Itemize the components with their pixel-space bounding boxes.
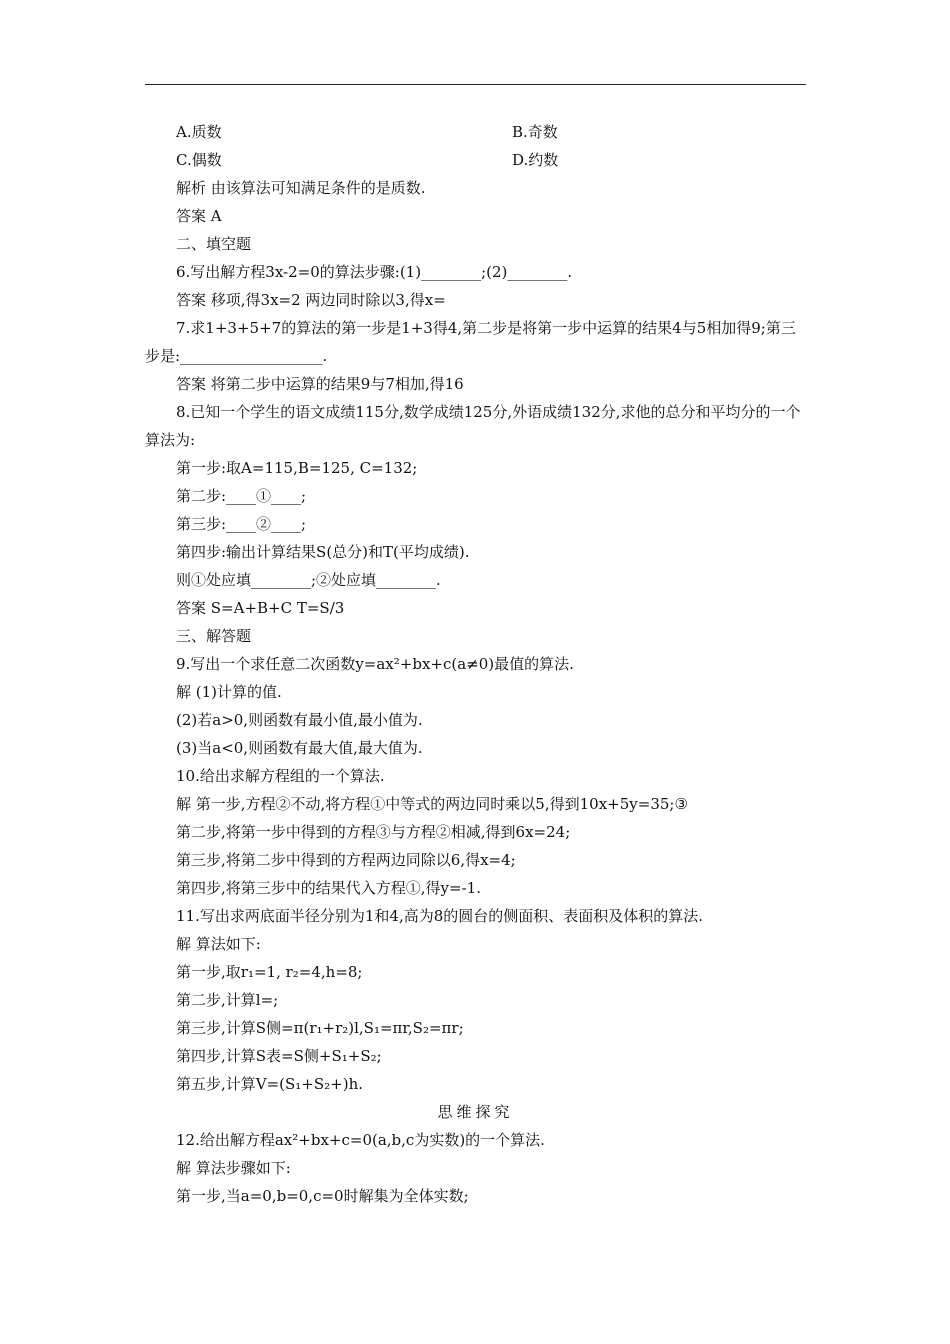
q9-step1: 解 (1)计算的值.	[176, 683, 282, 701]
q10-step1: 解 第一步,方程②不动,将方程①中等式的两边同时乘以5,得到10x+5y=35;③	[176, 795, 688, 813]
q8-step1: 第一步:取A=115,B=125, C=132;	[176, 459, 418, 477]
q11-step2: 第二步,计算l=;	[176, 991, 279, 1009]
q10-step3: 第三步,将第二步中得到的方程两边同除以6,得x=4;	[176, 851, 516, 869]
q12-intro: 解 算法步骤如下:	[176, 1159, 291, 1177]
section-heading-fill: 二、填空题	[176, 235, 252, 253]
q5-analysis: 解析 由该算法可知满足条件的是质数.	[176, 179, 426, 197]
q8-fill: 则①处应填________;②处应填________.	[176, 571, 441, 589]
q11-step1: 第一步,取r₁=1, r₂=4,h=8;	[176, 963, 363, 981]
options-row-ab	[145, 118, 806, 146]
q11-intro: 解 算法如下:	[176, 935, 261, 953]
q8-question: 8.已知一个学生的语文成绩115分,数学成绩125分,外语成绩132分,求他的总分和平均分的一个算法为:	[145, 403, 801, 449]
q9-step3: (3)当a<0,则函数有最大值,最大值为.	[176, 739, 423, 757]
option-d: D.约数	[512, 151, 559, 169]
q8-step3: 第三步:____②____;	[176, 515, 307, 533]
document-body	[145, 118, 806, 1210]
q11-step4: 第四步,计算S表=S侧+S₁+S₂;	[176, 1047, 382, 1065]
option-a: A.质数	[176, 123, 222, 141]
q5-answer: 答案 A	[176, 207, 222, 225]
q12-question: 12.给出解方程ax²+bx+c=0(a,b,c为实数)的一个算法.	[176, 1131, 545, 1149]
q12-step1: 第一步,当a=0,b=0,c=0时解集为全体实数;	[176, 1187, 469, 1205]
q7-question: 7.求1+3+5+7的算法的第一步是1+3得4,第二步是将第一步中运算的结果4与5相加得9;第三步是:___________________.	[145, 319, 796, 365]
q6-question: 6.写出解方程3x-2=0的算法步骤:(1)________;(2)________.	[176, 263, 573, 281]
option-b: B.奇数	[512, 123, 558, 141]
q7-answer: 答案 将第二步中运算的结果9与7相加,得16	[176, 375, 464, 393]
q8-step2: 第二步:____①____;	[176, 487, 307, 505]
section-heading-solve: 三、解答题	[176, 627, 252, 645]
q10-step2: 第二步,将第一步中得到的方程③与方程②相减,得到6x=24;	[176, 823, 571, 841]
q10-step4: 第四步,将第三步中的结果代入方程①,得y=-1.	[176, 879, 481, 897]
q11-step3: 第三步,计算S侧=π(r₁+r₂)l,S₁=πr,S₂=πr;	[176, 1019, 464, 1037]
q9-step2: (2)若a>0,则函数有最小值,最小值为.	[176, 711, 423, 729]
option-c: C.偶数	[176, 151, 222, 169]
q10-question: 10.给出求解方程组的一个算法.	[176, 767, 385, 785]
q11-question: 11.写出求两底面半径分别为1和4,高为8的圆台的侧面积、表面积及体积的算法.	[176, 907, 704, 925]
options-row-cd	[145, 146, 806, 174]
section-heading-thinking: 思维探究	[437, 1103, 514, 1121]
q9-question: 9.写出一个求任意二次函数y=ax²+bx+c(a≠0)最值的算法.	[176, 655, 574, 673]
q6-answer: 答案 移项,得3x=2 两边同时除以3,得x=	[176, 291, 446, 309]
header-rule	[145, 84, 806, 85]
q11-step5: 第五步,计算V=(S₁+S₂+)h.	[176, 1075, 364, 1093]
q8-answer: 答案 S=A+B+C T=S/3	[176, 599, 345, 617]
q8-step4: 第四步:输出计算结果S(总分)和T(平均成绩).	[176, 543, 470, 561]
